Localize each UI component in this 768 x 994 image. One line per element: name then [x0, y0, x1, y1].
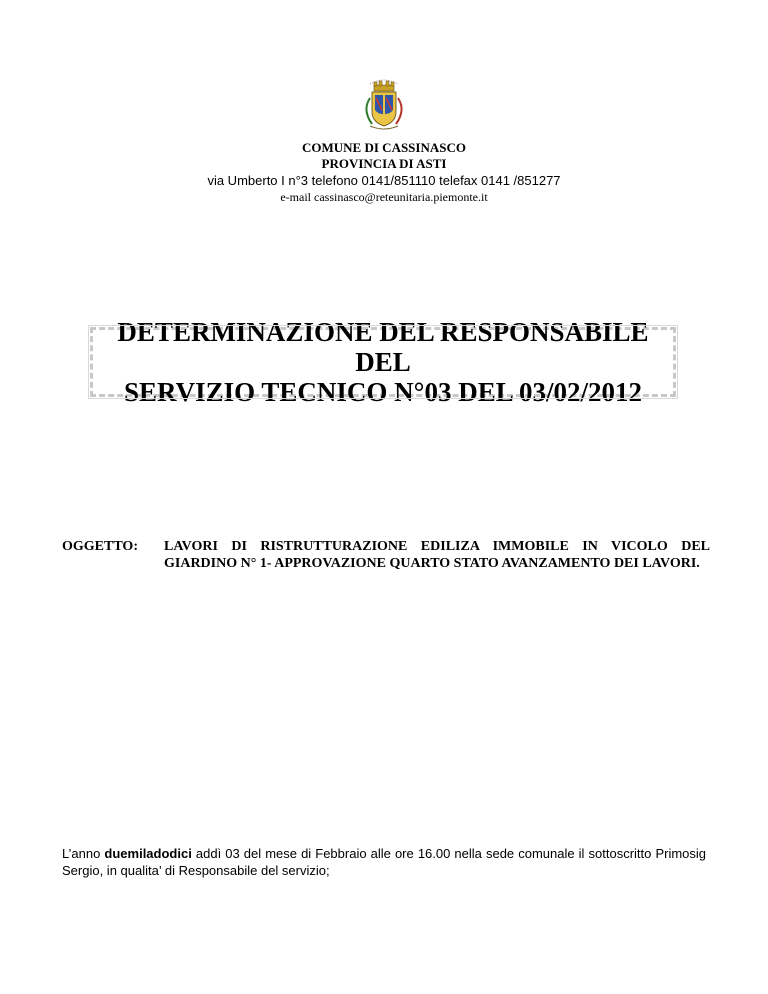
municipal-crest [348, 74, 420, 132]
municipality-name: COMUNE DI CASSINASCO [302, 140, 466, 155]
body-rest: addì 03 del mese di Febbraio alle ore 16.00 nella sede comunale il sottoscritto Primosig Sergio, in qualita’ di Responsabile del servizio; [62, 846, 707, 878]
coat-of-arms-icon [348, 74, 420, 132]
address-line: via Umberto I n°3 telefono 0141/851110 telefax 0141 /851277 [207, 173, 561, 188]
title-line-1: DETERMINAZIONE DEL RESPONSABILE DEL [117, 317, 649, 377]
determination-title [93, 317, 673, 407]
province-name: PROVINCIA DI ASTI [321, 156, 447, 171]
determination-title-box [90, 317, 676, 407]
subject-text: LAVORI DI RISTRUTTURAZIONE EDILIZA IMMOBILE IN VICOLO DEL GIARDINO N° 1- APPROVAZIONE QUARTO STATO AVANZAMENTO DEI LAVORI. [164, 539, 710, 571]
email-line: e-mail cassinasco@reteunitaria.piemonte.it [280, 190, 488, 204]
body-year-word: duemiladodici [104, 846, 192, 861]
subject-block [62, 538, 710, 572]
title-line-2: SERVIZIO TECNICO N°03 DEL 03/02/2012 [124, 377, 642, 407]
body-paragraph [62, 845, 706, 879]
subject-label: OGGETTO: [62, 539, 138, 554]
body-intro: L’anno [62, 846, 105, 861]
document-header [0, 140, 768, 205]
